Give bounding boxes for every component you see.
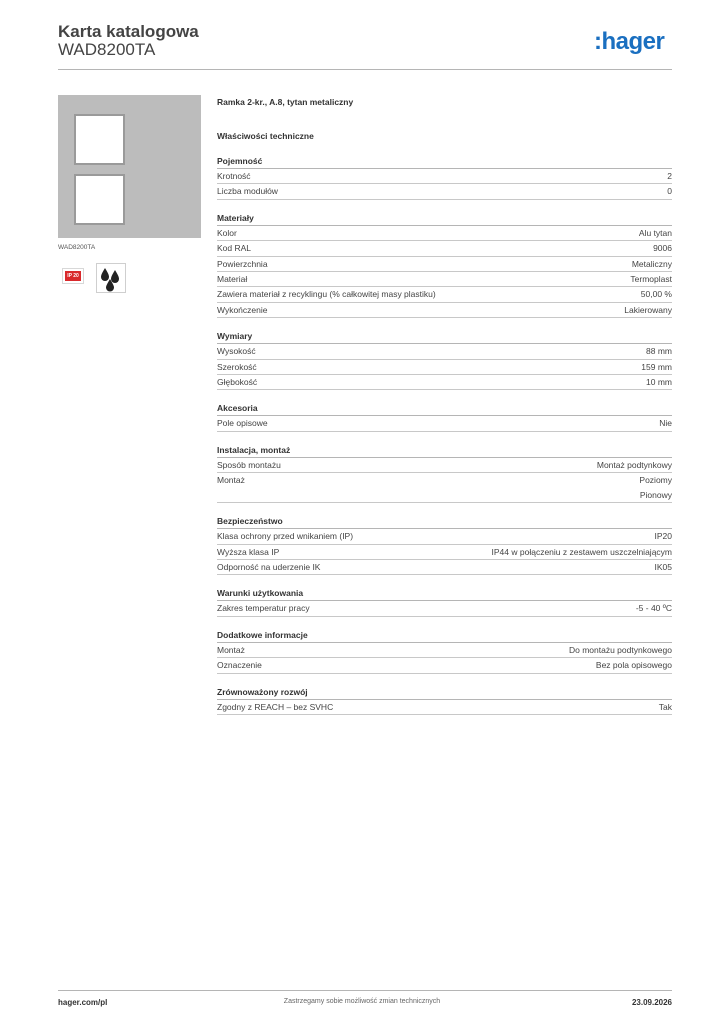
spec-value: IK05 (654, 561, 672, 572)
spec-row (217, 257, 672, 272)
spec-section (217, 515, 672, 575)
spec-value: 159 mm (641, 361, 672, 372)
spec-label: Zgodny z REACH – bez SVHC (217, 701, 334, 712)
section-title: Bezpieczeństwo (217, 515, 672, 529)
spec-label: Krotność (217, 171, 251, 181)
spec-value: Do montażu podtynkowego (568, 644, 672, 655)
spec-label: Wyższa klasa IP (217, 546, 280, 557)
section-title: Wymiary (217, 330, 672, 344)
spec-value: -5 - 40 ºC (635, 603, 672, 614)
spec-row (217, 303, 672, 318)
spec-value: 10 mm (646, 377, 672, 388)
spec-value: Bez pola opisowego (595, 660, 672, 671)
spec-value: Poziomy Pionowy (639, 475, 672, 500)
spec-section (217, 444, 672, 503)
spec-section (217, 402, 672, 431)
spec-label: Montaż (217, 644, 245, 655)
spec-sections (217, 155, 672, 715)
spec-row (217, 344, 672, 359)
product-code: WAD8200TA (58, 40, 156, 59)
spec-value: IP44 w połączeniu z zestawem uszczelniającym (491, 546, 672, 557)
footer-notice: Zastrzegamy sobie możliwość zmian technicznych (283, 998, 441, 1005)
spec-label: Odporność na uderzenie IK (217, 561, 321, 572)
spec-value: 88 mm (646, 346, 672, 357)
spec-row (217, 458, 672, 473)
spec-label: Oznaczenie (217, 660, 262, 671)
frame-opening-top (74, 114, 125, 165)
spec-row (217, 169, 672, 184)
spec-label: Kod RAL (217, 243, 252, 254)
properties-heading: Właściwości techniczne (217, 131, 314, 141)
image-caption: WAD8200TA (58, 244, 96, 251)
spec-row (217, 416, 672, 431)
spec-value: Termoplast (630, 274, 672, 285)
section-title: Akcesoria (217, 402, 672, 416)
spec-section (217, 155, 672, 200)
spec-label: Zawiera materiał z recyklingu (% całkowitej masy plastiku) (217, 289, 436, 300)
spec-row (217, 272, 672, 287)
specifications (217, 95, 672, 715)
spec-value: Tak (658, 701, 672, 712)
spec-label: Pole opisowe (217, 418, 268, 429)
spec-label: Montaż (217, 475, 245, 486)
spec-row (217, 184, 672, 199)
footer-date: 23.09.2026 (631, 998, 672, 1007)
section-title: Zrównoważony rozwój (217, 686, 672, 700)
spec-label: Klasa ochrony przed wnikaniem (IP) (217, 531, 354, 542)
frame-openings (58, 95, 201, 238)
spec-row (217, 241, 672, 256)
spec-row (217, 226, 672, 241)
spec-label: Sposób montażu (217, 459, 281, 470)
spec-value: IP20 (654, 531, 672, 542)
footer-divider (58, 990, 672, 991)
spec-label: Szerokość (217, 361, 257, 372)
spec-row (217, 529, 672, 544)
spec-value: Lakierowany (624, 304, 672, 315)
spec-label: Liczba modułów (217, 186, 278, 197)
water-drops-icon (96, 263, 126, 293)
spec-value: 0 (667, 186, 672, 197)
spec-label: Wykończenie (217, 304, 268, 315)
spec-value: 50,00 % (640, 289, 672, 300)
spec-value: Montaż podtynkowy (596, 459, 672, 470)
spec-section (217, 629, 672, 674)
section-title: Instalacja, montaż (217, 444, 672, 458)
footer-website-link[interactable]: hager.com/pl (58, 998, 108, 1007)
spec-value: 2 (667, 171, 672, 181)
spec-label: Kolor (217, 227, 237, 238)
section-title: Dodatkowe informacje (217, 629, 672, 643)
ip-rating-label: IP 20 (65, 271, 81, 281)
header-divider (58, 69, 672, 70)
spec-row (217, 360, 672, 375)
spec-row (217, 375, 672, 390)
spec-label: Wysokość (217, 346, 256, 357)
spec-value: Alu tytan (638, 227, 672, 238)
spec-section (217, 587, 672, 616)
spec-value: 9006 (653, 243, 672, 254)
section-title: Materiały (217, 212, 672, 226)
product-name: Ramka 2-kr., A.8, tytan metaliczny (217, 97, 354, 107)
spec-row (217, 473, 672, 503)
spec-row (217, 601, 672, 616)
spec-label: Materiał (217, 274, 248, 285)
document-title: Karta katalogowa (58, 22, 199, 41)
spec-row (217, 643, 672, 658)
spec-label: Głębokość (217, 377, 258, 388)
spec-row (217, 658, 672, 673)
spec-label: Powierzchnia (217, 258, 268, 269)
spec-label: Zakres temperatur pracy (217, 603, 310, 614)
spec-section (217, 330, 672, 390)
spec-section (217, 212, 672, 318)
ip-rating-icon (62, 268, 84, 284)
spec-row (217, 545, 672, 560)
frame-opening-bottom (74, 174, 125, 225)
spec-section (217, 686, 672, 715)
spec-value: Metaliczny (631, 258, 672, 269)
spec-value: Nie (659, 418, 672, 429)
spec-row (217, 700, 672, 715)
hager-logo: :hager (594, 28, 665, 55)
section-title: Pojemność (217, 155, 672, 169)
spec-row (217, 287, 672, 302)
spec-row (217, 560, 672, 575)
section-title: Warunki użytkowania (217, 587, 672, 601)
